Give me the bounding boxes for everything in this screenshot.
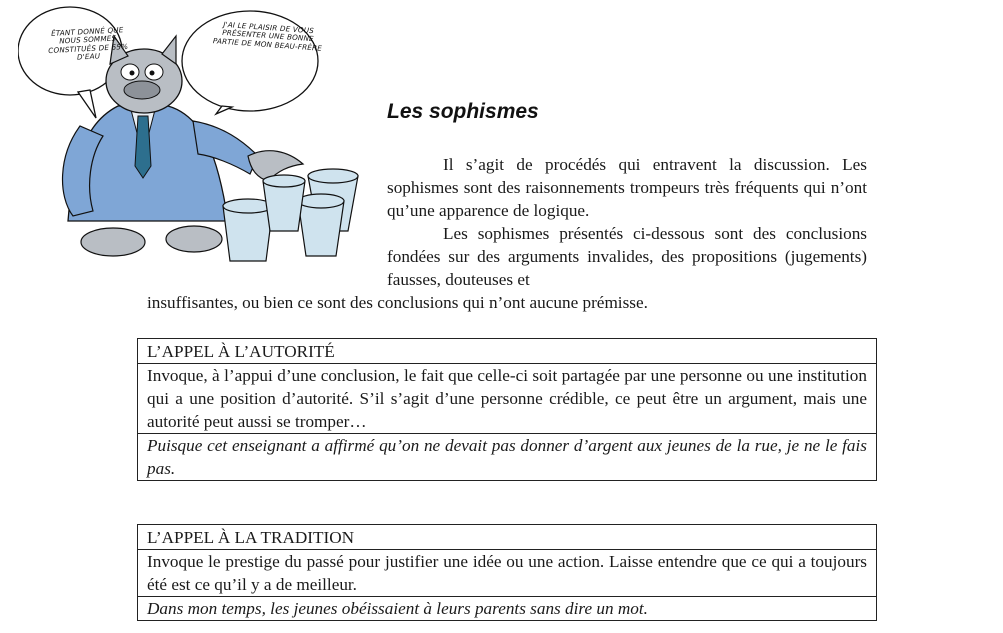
sophism-example: Dans mon temps, les jeunes obéissaient à leurs parents sans dire un mot.	[147, 599, 648, 618]
speech-bubble-left: ÉTANT DONNÉ QUE NOUS SOMMES CONSTITUÉS DE 65% D'EAU	[48, 25, 129, 62]
sophism-box-authority	[137, 338, 877, 481]
intro-paragraph-2-end: insuffisantes, ou bien ce sont des conclusions qui n’ont aucune prémisse.	[147, 293, 648, 312]
intro-paragraph-2: Les sophismes présentés ci-dessous sont des conclusions fondées sur des arguments invalides, des propositions (jugements) fausses, douteuses et	[387, 224, 867, 289]
intro-paragraph-1: Il s’agit de procédés qui entravent la discussion. Les sophismes sont des raisonnements trompeurs très fréquents qui n’ont qu’une apparence de logique.	[387, 155, 867, 220]
sophism-heading: L’APPEL À LA TRADITION	[138, 525, 876, 550]
speech-bubble-right: J'AI LE PLAISIR DE VOUS PRÉSENTER UNE BONNE PARTIE DE MON BEAU-FRÈRE	[212, 19, 323, 53]
intro-paragraphs	[147, 153, 867, 314]
sophism-definition: Invoque, à l’appui d’une conclusion, le fait que celle-ci soit partagée par une personne ou une institution qui a une position d’autorité. S’il s’agit d’une personne crédible, ce peut être un argument, mais une autorité peut aussi se tromper…	[138, 364, 876, 434]
sophism-heading: L’APPEL À L’AUTORITÉ	[138, 339, 876, 364]
page-title: Les sophismes	[387, 100, 539, 123]
sophism-box-tradition	[137, 524, 877, 621]
sophism-example: Puisque cet enseignant a affirmé qu’on ne devait pas donner d’argent aux jeunes de la rue, je ne le fais pas.	[147, 436, 867, 478]
sophism-definition: Invoque le prestige du passé pour justifier une idée ou une action. Laisse entendre que ce qui a toujours été est ce qu’il y a de meilleur.	[138, 550, 876, 597]
